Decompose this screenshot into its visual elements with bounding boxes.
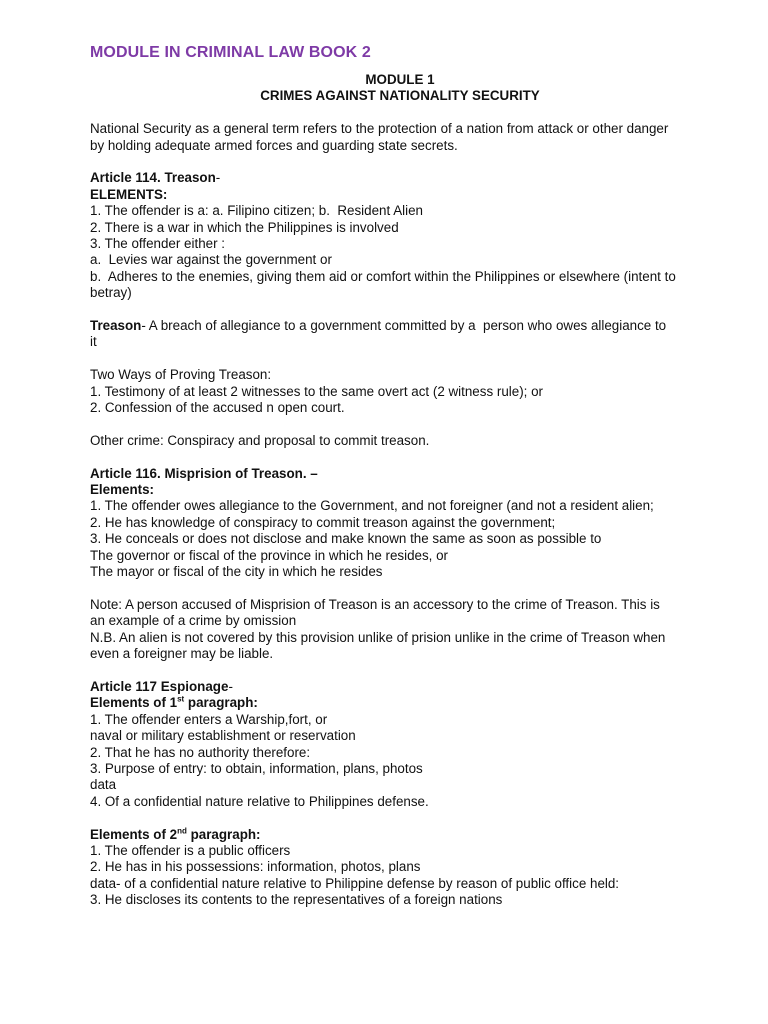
list-item: 1. The offender is a public officers xyxy=(90,842,291,858)
list-item: data xyxy=(90,777,117,793)
note-line: Note: A person accused of Misprision of Treason is an accessory to the crime of Treason. This is xyxy=(90,596,660,612)
list-item: 3. He conceals or does not disclose and make known the same as soon as possible to xyxy=(90,531,602,547)
module-title: CRIMES AGAINST NATIONALITY SECURITY xyxy=(260,88,540,104)
article-114-heading: Article 114. Treason- xyxy=(90,170,221,186)
list-item: naval or military establishment or reservation xyxy=(90,728,356,744)
first-paragraph-label: Elements of 1st paragraph: xyxy=(90,694,258,711)
article-116-section xyxy=(90,466,710,663)
article-114-elements-label: ELEMENTS: xyxy=(90,186,168,202)
list-item: 1. The offender is a: a. Filipino citizen; b. Resident Alien xyxy=(90,203,423,219)
treason-definition-cont: it xyxy=(90,334,97,350)
second-paragraph-label: Elements of 2nd paragraph: xyxy=(90,826,261,842)
article-116-heading: Article 116. Misprision of Treason. – xyxy=(90,465,318,481)
module-number: MODULE 1 xyxy=(365,72,435,87)
article-116-elements-label: Elements: xyxy=(90,482,154,498)
note-line: N.B. An alien is not covered by this provision unlike of prision unlike in the crime of Treason when xyxy=(90,629,666,645)
treason-definition: Treason- A breach of allegiance to a government committed by a person who owes allegiance to xyxy=(90,318,667,334)
list-item: 1. The offender owes allegiance to the Government, and not foreigner (and not a resident alien; xyxy=(90,498,654,514)
list-item: 3. Purpose of entry: to obtain, information, plans, photos xyxy=(90,760,423,776)
other-crime: Other crime: Conspiracy and proposal to commit treason. xyxy=(90,432,430,448)
note-line: even a foreigner may be liable. xyxy=(90,646,274,662)
list-item: 3. He discloses its contents to the representatives of a foreign nations xyxy=(90,892,503,908)
list-item: 3. The offender either : xyxy=(90,236,225,252)
list-item: 2. He has knowledge of conspiracy to commit treason against the government; xyxy=(90,514,556,530)
list-item: 4. Of a confidential nature relative to Philippines defense. xyxy=(90,793,429,809)
list-item: 1. The offender enters a Warship,fort, or xyxy=(90,711,328,727)
note-line: an example of a crime by omission xyxy=(90,613,297,629)
list-item: b. Adheres to the enemies, giving them aid or comfort within the Philippines or elsewhere (intent to xyxy=(90,268,676,284)
article-114-section xyxy=(90,170,710,449)
intro-line: by holding adequate armed forces and guarding state secrets. xyxy=(90,137,458,153)
document-body xyxy=(90,72,710,909)
list-item: 2. There is a war in which the Philippines is involved xyxy=(90,219,399,235)
article-117-heading: Article 117 Espionage- xyxy=(90,678,233,694)
intro-line: National Security as a general term refers to the protection of a nation from attack or other danger xyxy=(90,121,669,137)
list-item: 2. He has in his possessions: information, photos, plans xyxy=(90,859,421,875)
document-header: MODULE IN CRIMINAL LAW BOOK 2 xyxy=(90,44,371,61)
intro-paragraph xyxy=(90,121,710,154)
article-117-section xyxy=(90,679,710,909)
list-item: a. Levies war against the government or xyxy=(90,252,332,268)
list-item: betray) xyxy=(90,285,132,301)
list-item: 2. That he has no authority therefore: xyxy=(90,744,311,760)
list-item: data- of a confidential nature relative to Philippine defense by reason of public office held: xyxy=(90,875,620,891)
list-item: 1. Testimony of at least 2 witnesses to the same overt act (2 witness rule); or xyxy=(90,383,543,399)
list-item: 2. Confession of the accused n open court. xyxy=(90,400,345,416)
proving-title: Two Ways of Proving Treason: xyxy=(90,367,272,383)
list-item: The mayor or fiscal of the city in which he resides xyxy=(90,564,383,580)
list-item: The governor or fiscal of the province in which he resides, or xyxy=(90,547,449,563)
